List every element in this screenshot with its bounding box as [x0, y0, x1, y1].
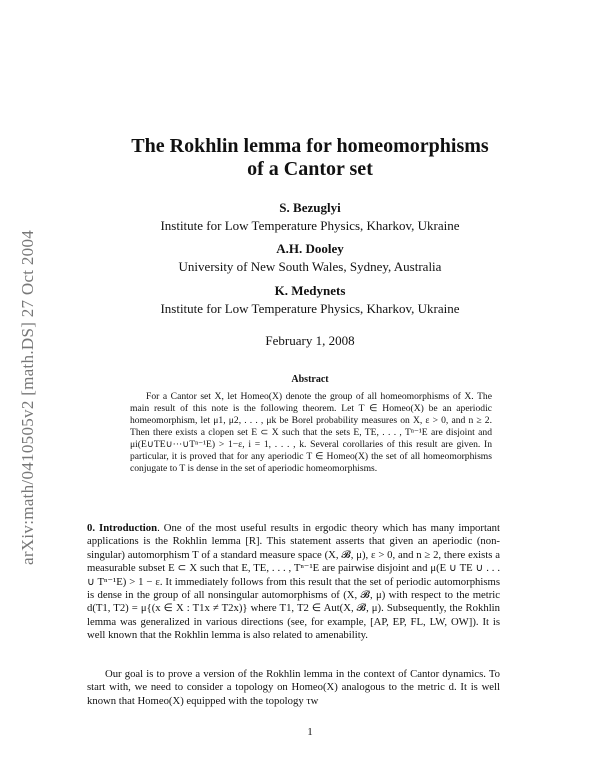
- intro-paragraph: [87, 522, 500, 643]
- section-heading: 0. Introduction: [87, 522, 158, 534]
- abstract-heading: Abstract: [291, 374, 329, 385]
- author-affiliation: Institute for Low Temperature Physics, Kharkov, Ukraine: [160, 301, 460, 316]
- author-affiliation: University of New South Wales, Sydney, Australia: [178, 259, 442, 274]
- author-name: K. Medynets: [274, 283, 346, 298]
- title-line-1: The Rokhlin lemma for homeomorphisms: [131, 135, 489, 157]
- paper-title: [60, 135, 560, 181]
- abstract-text: For a Cantor set X, let Homeo(X) denote the group of all homeomorphisms of X. The main result of this note is the following theorem. Let T ∈ Homeo(X) be an aperiodic homeomorphism, let μ1, μ2, . . . , μk be Borel probability measures on X, ε > 0, and n ≥ 2. Then there exists a clopen set E ⊂ X such that the sets E, TE, . . . , Tⁿ⁻¹E are disjoint and μi(E∪TE∪···∪Tⁿ⁻¹E) > 1−ε, i = 1, . . . , k. Several corollaries of this result are given. In particular, it is proved that for any aperiodic T ∈ Homeo(X) the set of all homeomorphisms conjugate to T is dense in the set of aperiodic homeomorphisms.: [130, 391, 492, 474]
- arxiv-identifier: arXiv:math/0410505v2 [math.DS] 27 Oct 2004: [18, 229, 37, 565]
- author-affiliation: Institute for Low Temperature Physics, Kharkov, Ukraine: [160, 218, 460, 233]
- page-number: 1: [307, 726, 313, 738]
- body-paragraph: Our goal is to prove a version of the Rokhlin lemma in the context of Cantor dynamics. To start with, we need to consider a topology on Homeo(X) analogous to the metric d. It is well known that Homeo(X) equipped with the topology τw: [87, 668, 500, 707]
- title-line-2: of a Cantor set: [247, 158, 373, 180]
- author-name: A.H. Dooley: [276, 241, 344, 256]
- author-name: S. Bezuglyi: [279, 200, 341, 215]
- paper-date: February 1, 2008: [265, 333, 355, 348]
- intro-text: . One of the most useful results in ergodic theory which has many important applications is the Rokhlin lemma [R]. This statement asserts that given an aperiodic (non-singular) automorphism T of a standard measure space (X, 𝓑, μ), ε > 0, and n ≥ 2, there exists a measurable subset E ⊂ X such that E, TE, . . . , Tⁿ⁻¹E are pairwise disjoint and μ(E ∪ TE ∪ . . . ∪ Tⁿ⁻¹E) > 1 − ε. It immediately follows from this result that the set of periodic automorphisms is dense in the group of all nonsingular automorphisms of (X, 𝓑, μ) with respect to the metric d(T1, T2) = μ{(x ∈ X : T1x ≠ T2x)} where T1, T2 ∈ Aut(X, 𝓑, μ). Subsequently, the Rokhlin lemma was generalized in various directions (see, for example, [AP, EP, FL, LW, OW]). It is well known that the Rokhlin lemma is also related to amenability.: [87, 522, 500, 642]
